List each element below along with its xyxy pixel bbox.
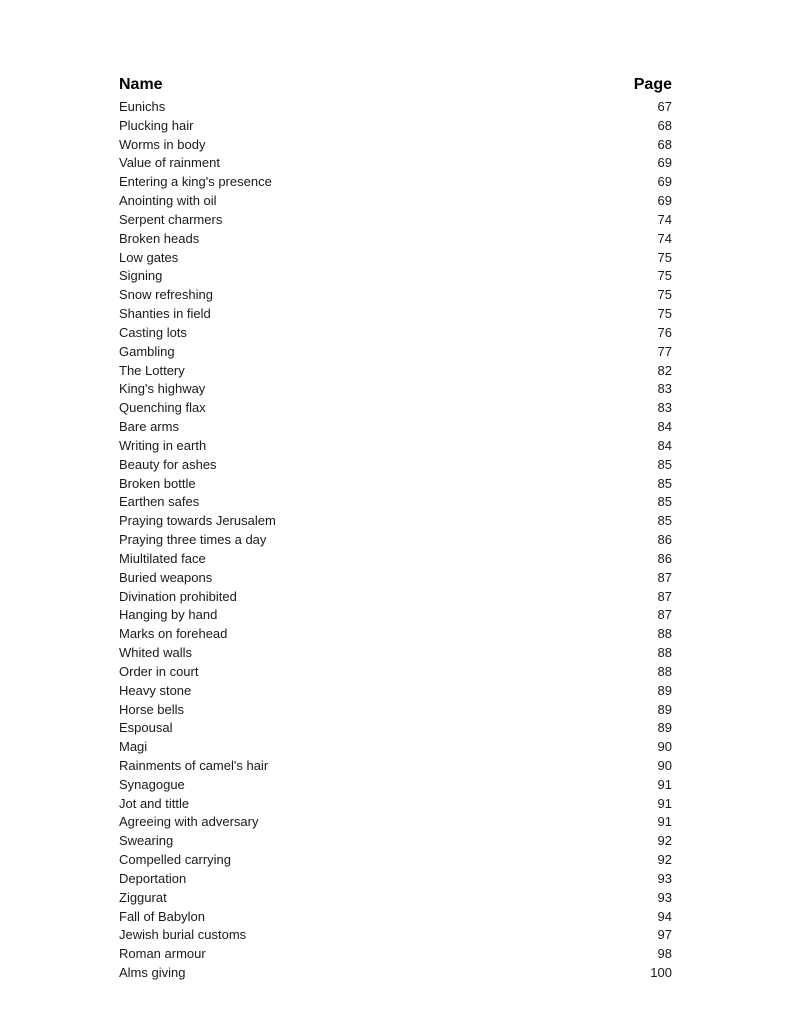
index-entry-row: [119, 493, 672, 512]
index-entry-row: [119, 98, 672, 117]
entry-page-number: 75: [657, 287, 672, 303]
index-entry-row: [119, 475, 672, 494]
index-entry-row: [119, 512, 672, 531]
index-entry-row: [119, 945, 672, 964]
entry-page-number: 97: [657, 927, 672, 943]
entry-name: Order in court: [119, 663, 199, 679]
entry-page-number: 87: [657, 607, 672, 623]
entry-name: Heavy stone: [119, 682, 192, 698]
entry-page-number: 75: [657, 268, 672, 284]
entry-page-number: 82: [657, 362, 672, 378]
index-entry-row: [119, 437, 672, 456]
entry-name: Agreeing with adversary: [119, 814, 259, 830]
entry-name: Roman armour: [119, 946, 206, 962]
entry-page-number: 83: [657, 400, 672, 416]
entry-name: Ziggurat: [119, 889, 167, 905]
index-entry-row: [119, 738, 672, 757]
entry-name: Marks on forehead: [119, 626, 228, 642]
entry-page-number: 69: [657, 174, 672, 190]
entry-page-number: 76: [657, 324, 672, 340]
index-entry-row: [119, 211, 672, 230]
entry-page-number: 69: [657, 155, 672, 171]
index-entry-row: [119, 456, 672, 475]
index-entry-row: [119, 719, 672, 738]
entry-name: Earthen safes: [119, 494, 200, 510]
page-column-header: Page: [633, 76, 672, 93]
index-entry-row: [119, 813, 672, 832]
entry-page-number: 93: [657, 889, 672, 905]
index-entry-row: [119, 531, 672, 550]
index-entry-row: [119, 362, 672, 381]
entry-page-number: 94: [657, 908, 672, 924]
entry-name: Quenching flax: [119, 400, 206, 416]
entry-name: Compelled carrying: [119, 852, 231, 868]
entry-name: Magi: [119, 739, 148, 755]
index-entry-row: [119, 889, 672, 908]
index-entry-row: [119, 926, 672, 945]
entry-name: Beauty for ashes: [119, 456, 217, 472]
index-entry-row: [119, 663, 672, 682]
index-entry-row: [119, 249, 672, 268]
index-entry-row: [119, 569, 672, 588]
entry-page-number: 86: [657, 550, 672, 566]
index-entry-row: [119, 324, 672, 343]
entry-page-number: 100: [650, 965, 672, 981]
entry-name: Casting lots: [119, 324, 187, 340]
entry-name: Value of rainment: [119, 155, 220, 171]
entry-page-number: 68: [657, 136, 672, 152]
entry-page-number: 77: [657, 343, 672, 359]
index-entry-row: [119, 305, 672, 324]
entry-name: Shanties in field: [119, 306, 211, 322]
entry-page-number: 91: [657, 814, 672, 830]
entry-page-number: 92: [657, 852, 672, 868]
index-header-row: [119, 76, 672, 98]
index-entry-row: [119, 418, 672, 437]
entry-name: Fall of Babylon: [119, 908, 205, 924]
index-entry-row: [119, 606, 672, 625]
entry-page-number: 87: [657, 588, 672, 604]
entry-name: Espousal: [119, 720, 173, 736]
entry-page-number: 90: [657, 757, 672, 773]
entry-name: Plucking hair: [119, 117, 194, 133]
entry-name: The Lottery: [119, 362, 185, 378]
entry-page-number: 67: [657, 99, 672, 114]
index-entry-row: [119, 399, 672, 418]
entry-name: Worms in body: [119, 136, 206, 152]
entry-name: Bare arms: [119, 419, 179, 435]
index-entry-row: [119, 173, 672, 192]
entry-page-number: 75: [657, 306, 672, 322]
entry-page-number: 85: [657, 494, 672, 510]
index-entry-row: [119, 588, 672, 607]
entry-name: Anointing with oil: [119, 193, 217, 209]
entry-name: Snow refreshing: [119, 287, 213, 303]
entry-page-number: 88: [657, 663, 672, 679]
entry-name: Horse bells: [119, 701, 185, 717]
entry-name: Broken heads: [119, 230, 200, 246]
index-entry-row: [119, 117, 672, 136]
entry-page-number: 84: [657, 419, 672, 435]
entry-name: Gambling: [119, 343, 175, 359]
index-entry-row: [119, 380, 672, 399]
entry-name: Low gates: [119, 249, 179, 265]
entry-page-number: 84: [657, 437, 672, 453]
entry-page-number: 89: [657, 682, 672, 698]
entry-name: Whited walls: [119, 645, 192, 661]
name-column-header: Name: [119, 76, 163, 93]
entry-name: King's highway: [119, 381, 206, 397]
index-entry-row: [119, 343, 672, 362]
entry-name: Divination prohibited: [119, 588, 237, 604]
entry-page-number: 92: [657, 833, 672, 849]
entry-page-number: 85: [657, 456, 672, 472]
entry-name: Buried weapons: [119, 569, 213, 585]
entry-name: Alms giving: [119, 965, 186, 981]
index-entry-row: [119, 851, 672, 870]
index-entry-row: [119, 964, 672, 983]
index-entry-row: [119, 870, 672, 889]
entry-name: Signing: [119, 268, 163, 284]
index-entry-row: [119, 757, 672, 776]
entry-name: Deportation: [119, 870, 187, 886]
entry-page-number: 69: [657, 193, 672, 209]
index-entry-row: [119, 682, 672, 701]
entry-name: Jewish burial customs: [119, 927, 247, 943]
index-entry-row: [119, 908, 672, 927]
entry-page-number: 74: [657, 211, 672, 227]
entry-name: Swearing: [119, 833, 174, 849]
entry-name: Broken bottle: [119, 475, 196, 491]
entry-page-number: 93: [657, 870, 672, 886]
entry-name: Eunichs: [119, 99, 166, 114]
entry-name: Praying towards Jerusalem: [119, 513, 276, 529]
index-entry-row: [119, 776, 672, 795]
index-entry-row: [119, 644, 672, 663]
entry-page-number: 98: [657, 946, 672, 962]
index-entry-row: [119, 267, 672, 286]
entry-page-number: 86: [657, 532, 672, 548]
index-entry-row: [119, 192, 672, 211]
entry-name: Miultilated face: [119, 550, 206, 566]
entry-page-number: 75: [657, 249, 672, 265]
entry-name: Hanging by hand: [119, 607, 218, 623]
index-entry-row: [119, 795, 672, 814]
entry-name: Entering a king's presence: [119, 174, 272, 190]
entry-page-number: 83: [657, 381, 672, 397]
index-entries-list: [119, 98, 672, 983]
index-entry-row: [119, 136, 672, 155]
entry-name: Writing in earth: [119, 437, 207, 453]
entry-page-number: 89: [657, 701, 672, 717]
index-entry-row: [119, 230, 672, 249]
entry-page-number: 88: [657, 626, 672, 642]
entry-page-number: 87: [657, 569, 672, 585]
index-entry-row: [119, 154, 672, 173]
entry-name: Serpent charmers: [119, 211, 223, 227]
index-entry-row: [119, 832, 672, 851]
entry-page-number: 89: [657, 720, 672, 736]
index-entry-row: [119, 286, 672, 305]
index-table: [119, 76, 672, 983]
entry-page-number: 91: [657, 795, 672, 811]
index-entry-row: [119, 701, 672, 720]
entry-page-number: 90: [657, 739, 672, 755]
entry-name: Rainments of camel's hair: [119, 757, 269, 773]
entry-name: Praying three times a day: [119, 532, 267, 548]
entry-page-number: 88: [657, 645, 672, 661]
index-entry-row: [119, 625, 672, 644]
entry-page-number: 68: [657, 117, 672, 133]
entry-page-number: 91: [657, 776, 672, 792]
index-entry-row: [119, 550, 672, 569]
entry-name: Jot and tittle: [119, 795, 190, 811]
entry-page-number: 85: [657, 475, 672, 491]
entry-page-number: 74: [657, 230, 672, 246]
entry-page-number: 85: [657, 513, 672, 529]
entry-name: Synagogue: [119, 776, 185, 792]
